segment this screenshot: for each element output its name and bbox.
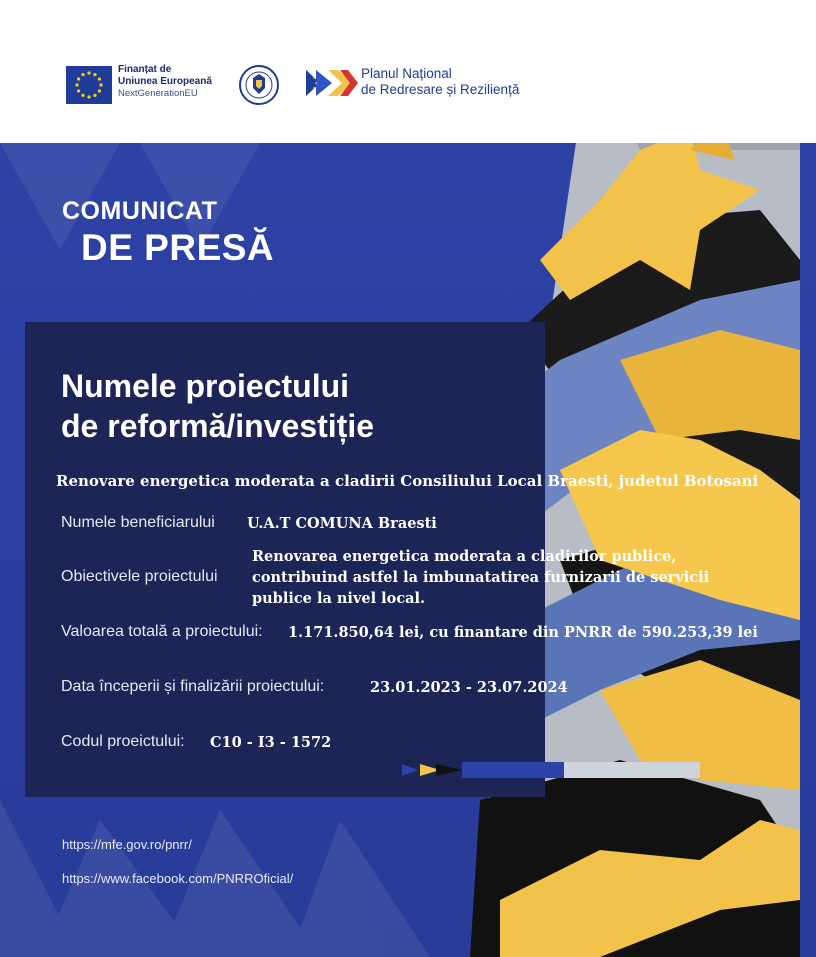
eu-line2: Uniunea Europeană bbox=[118, 76, 212, 87]
objectives-label: Obiectivele proiectului bbox=[61, 568, 218, 585]
project-heading-line1: Numele proiectului bbox=[61, 368, 350, 404]
eu-line3: NextGenerationEU bbox=[118, 88, 198, 99]
beneficiary-value: U.A.T COMUNA Braesti bbox=[247, 515, 437, 532]
eu-line1: Finanțat de bbox=[118, 64, 172, 75]
project-name: Renovare energetica moderata a cladirii Consiliului Local Braesti, judetul Botosani bbox=[56, 472, 759, 490]
code-value: C10 - I3 - 1572 bbox=[210, 734, 332, 751]
total-value-label: Valoarea totală a proiectului: bbox=[61, 623, 263, 640]
objectives-value: Renovarea energetica moderata a cladirilor publice, contribuind astfel la imbunatatirea furnizarii de servicii publice la nivel local. bbox=[252, 548, 710, 607]
dates-label: Data începerii și finalizării proiectului: bbox=[61, 678, 325, 695]
title-line2: DE PRESĂ bbox=[81, 227, 275, 268]
code-label: Codul proeictului: bbox=[61, 733, 185, 750]
pnrr-line2: de Redresare și Reziliență bbox=[361, 82, 520, 97]
arrow-chevrons-icon bbox=[402, 762, 464, 778]
mfe-link[interactable]: https://mfe.gov.ro/pnrr/ bbox=[62, 837, 192, 852]
pnrr-line1: Planul Național bbox=[361, 66, 452, 81]
decorative-progress-bar bbox=[402, 762, 700, 778]
dates-value: 23.01.2023 - 23.07.2024 bbox=[370, 679, 568, 696]
title-line1: COMUNICAT bbox=[62, 197, 218, 225]
project-heading bbox=[61, 366, 374, 446]
project-heading-line2: de reformă/investiție bbox=[61, 408, 374, 444]
beneficiary-label: Numele beneficiarului bbox=[61, 514, 215, 531]
total-value-value: 1.171.850,64 lei, cu finantare din PNRR de 590.253,39 lei bbox=[288, 624, 758, 641]
facebook-link[interactable]: https://www.facebook.com/PNRROficial/ bbox=[62, 871, 294, 886]
progress-fill bbox=[462, 762, 564, 778]
